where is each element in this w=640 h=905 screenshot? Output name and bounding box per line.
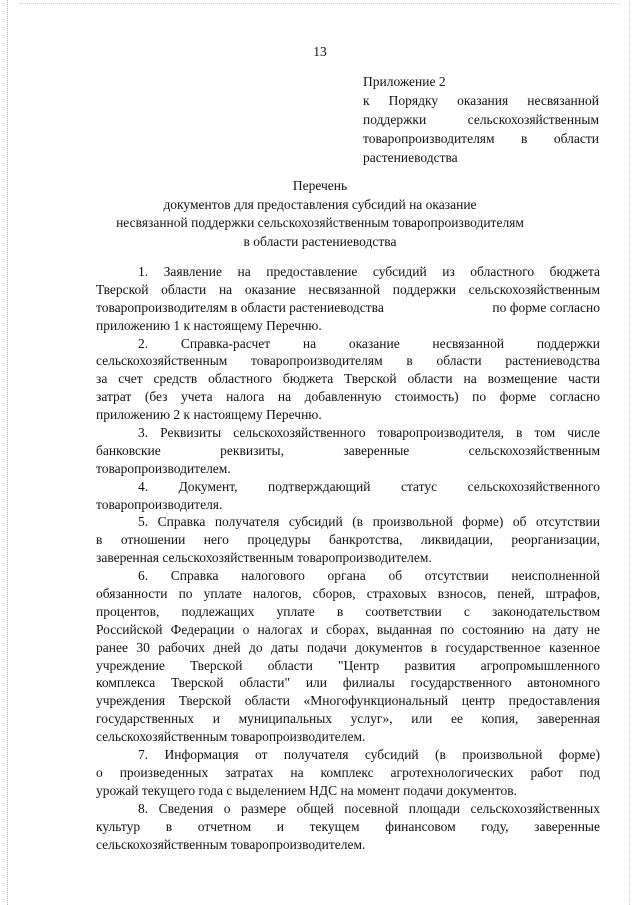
item-line: обязанности по уплате налогов, сборов, страховых взносов, пеней, штрафов,	[96, 586, 600, 602]
item-line: процентов, подлежащих уплате в соответствии с законодательством	[96, 603, 600, 619]
page-number: 13	[313, 44, 327, 59]
item-line: Тверской области на оказание несвязанной поддержки сельскохозяйственным	[96, 281, 600, 297]
item-line: урожай текущего года с выделением НДС на момент подачи документов.	[96, 782, 517, 798]
item-line: Российской Федерации о налогах и сборах, выданная по состоянию на дату не	[96, 621, 600, 637]
item-line: 4. Документ, подтверждающий статус сельскохозяйственного	[138, 478, 600, 494]
item-line: комплекса Тверской области" или филиалы государственного автономного	[96, 675, 600, 691]
title-line: Перечень	[292, 178, 348, 193]
list-item	[96, 424, 600, 478]
title-line: в области растениеводства	[243, 233, 397, 249]
list-item	[96, 567, 600, 746]
item-line: 1. Заявление на предоставление субсидий из областного бюджета	[138, 264, 600, 279]
appendix-line: к Порядку оказания несвязанной	[363, 93, 599, 108]
list-item	[96, 263, 600, 335]
document-title	[80, 177, 560, 251]
appendix-header	[363, 72, 599, 167]
list-item	[96, 335, 600, 424]
title-line: документов для предоставления субсидий на оказание	[163, 196, 477, 212]
item-line: в отношении него процедуры банкротства, ликвидации, реорганизации,	[96, 532, 600, 548]
item-line: 7. Информация от получателя субсидий (в произвольной форме)	[138, 747, 600, 763]
item-line: по форме согласно	[492, 299, 600, 315]
item-line: учреждения Тверской области «Многофункциональный центр предоставления	[96, 693, 600, 709]
list-item	[96, 513, 600, 567]
item-line: за счет средств областного бюджета Тверской области на возмещение части	[96, 371, 600, 387]
item-line: приложению 2 к настоящему Перечню.	[96, 407, 322, 423]
list-item	[96, 746, 600, 800]
item-line: заверенная сельскохозяйственным товаропроизводителем.	[96, 550, 432, 566]
item-line: приложению 1 к настоящему Перечню.	[96, 317, 322, 333]
item-line: сельскохозяйственным товаропроизводителем.	[96, 836, 366, 852]
item-line: 8. Сведения о размере общей посевной площади сельскохозяйственных	[138, 800, 600, 816]
appendix-line: Приложение 2	[363, 74, 446, 89]
item-line: 2. Справка-расчет на оказание несвязанной поддержки	[138, 335, 600, 351]
scan-edge-top	[20, 3, 620, 5]
title-line: несвязанной поддержки сельскохозяйственным товаропроизводителям	[116, 215, 524, 230]
item-line: затрат (без учета налога на добавленную стоимость) по форме согласно	[96, 389, 600, 405]
item-line: товаропроизводителям в области растениеводства	[96, 299, 384, 315]
item-line: 5. Справка получателя субсидий (в произвольной форме) об отсутствии	[138, 514, 600, 530]
item-line: учреждение Тверской области "Центр развития агропромышленного	[96, 657, 600, 673]
item-line-composite	[96, 299, 600, 317]
item-line: государственных и муниципальных услуг», или ее копия, заверенная	[96, 711, 600, 727]
document-list	[96, 263, 600, 853]
item-line: банковские реквизиты, заверенные сельскохозяйственным	[96, 442, 600, 458]
item-line: товаропроизводителя.	[96, 496, 223, 512]
appendix-line: поддержки сельскохозяйственным	[363, 112, 599, 127]
item-line: товаропроизводителем.	[96, 460, 231, 476]
scan-edge-left	[7, 0, 10, 905]
item-line: о произведенных затратах на комплекс агротехнологических работ под	[96, 764, 600, 780]
item-line: ранее 30 рабочих дней до даты подачи документов в государственное казенное	[96, 639, 600, 655]
appendix-line: растениеводства	[363, 150, 458, 165]
item-line: 3. Реквизиты сельскохозяйственного товаропроизводителя, в том числе	[138, 425, 600, 441]
list-item	[96, 478, 600, 514]
item-line: сельскохозяйственным товаропроизводителям в области растениеводства	[96, 353, 600, 369]
item-line: сельскохозяйственным товаропроизводителем.	[96, 729, 366, 745]
scan-edge-right	[629, 0, 632, 905]
item-line: культур в отчетном и текущем финансовом году, заверенные	[96, 818, 600, 834]
appendix-line: товаропроизводителям в области	[363, 131, 599, 146]
list-item	[96, 800, 600, 854]
item-line: 6. Справка налогового органа об отсутствии неисполненной	[138, 568, 600, 584]
